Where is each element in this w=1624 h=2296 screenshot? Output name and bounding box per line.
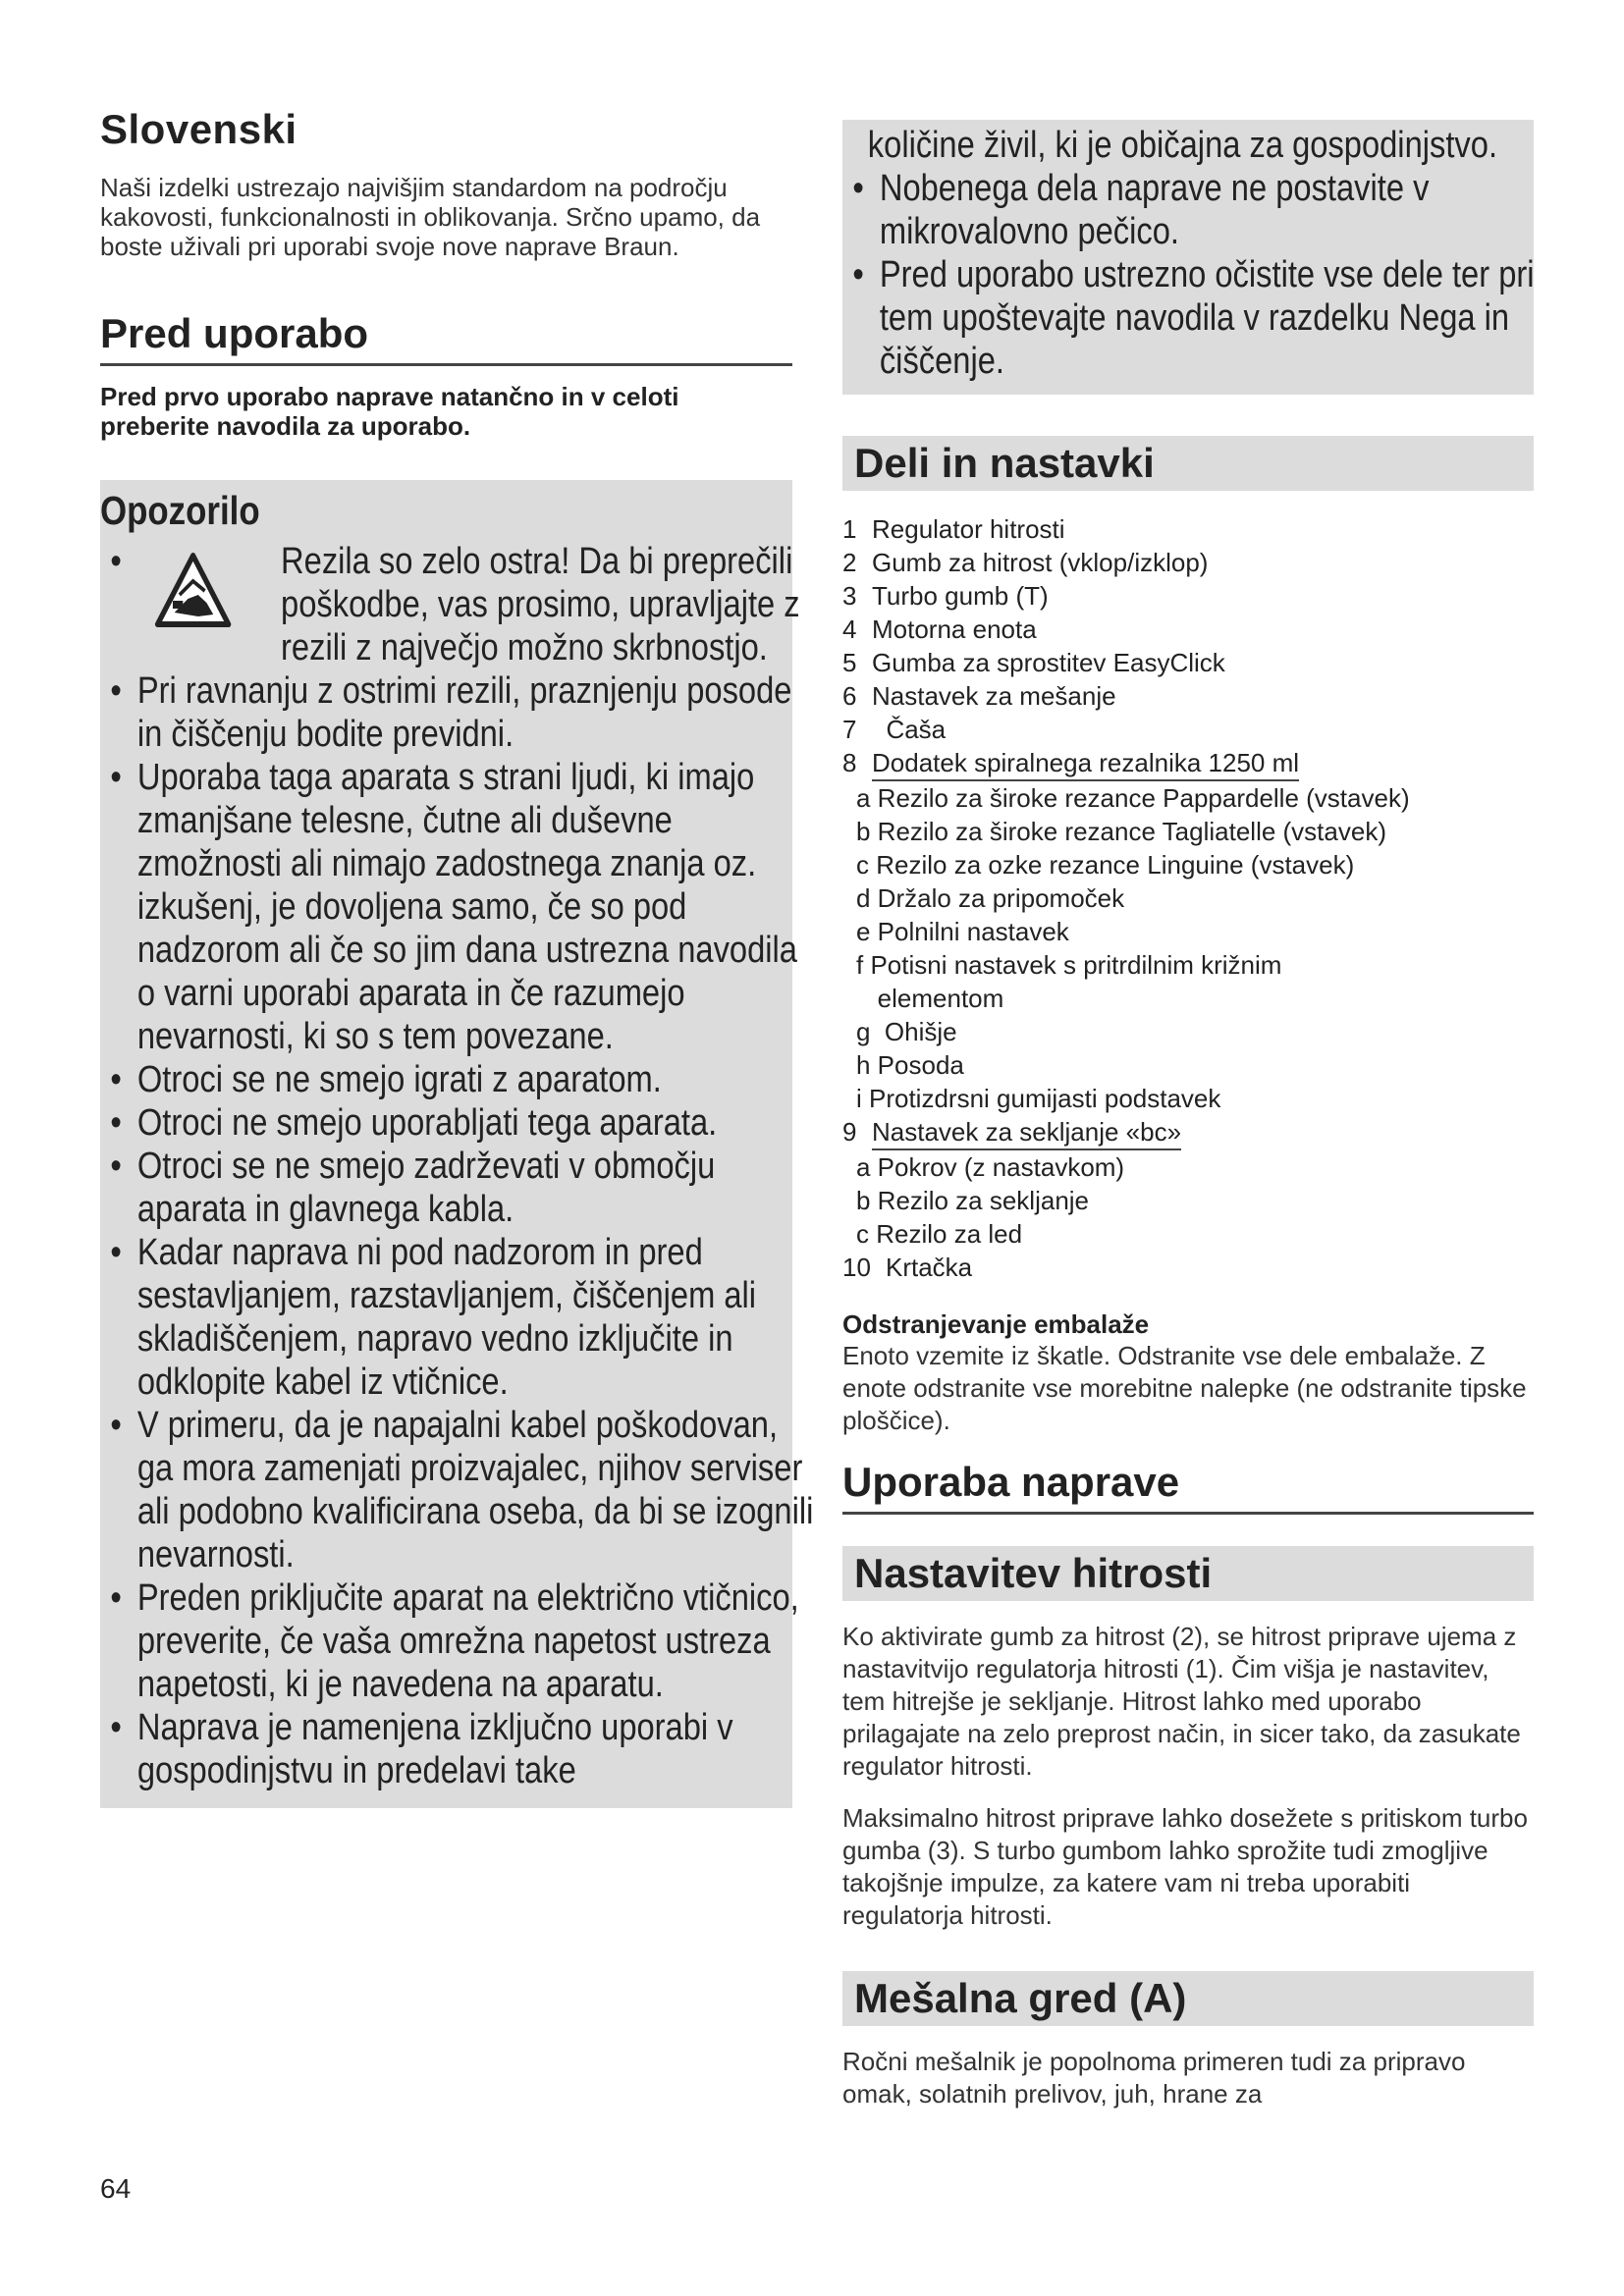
warning-continuation: količine živil, ki je običajna za gospodinjstvo. [867,125,1498,166]
parts-row: 9 Nastavek za sekljanje «bc» [842,1115,1534,1150]
deli-heading: Deli in nastavki [842,436,1534,491]
left-column [100,106,814,1808]
parts-row: 3 Turbo gumb (T) [842,581,1049,611]
pred-uporabo-heading: Pred uporabo [100,310,792,366]
mesalna-paragraph: Ročni mešalnik je popolnoma primeren tudi za pripravo omak, solatnih prelivov, juh, hrane za [842,2047,1466,2109]
parts-row: 8 Dodatek spiralnega rezalnika 1250 ml [842,746,1534,781]
parts-row: 10 Krtačka [842,1253,973,1282]
warning-item: • Naprava je namenjena izključno uporabi v gospodinjstvu in predelavi take [110,1707,733,1791]
warning-item: • Otroci se ne smejo zadrževati v območju aparata in glavnega kabla. [110,1146,716,1230]
warning-list [100,540,814,1792]
warning-item: • Nobenega dela naprave ne postavite v mikrovalovno pečico. [852,168,1430,252]
nastavitev-heading: Nastavitev hitrosti [842,1546,1534,1601]
parts-row: 5 Gumba za sprostitev EasyClick [842,648,1225,677]
parts-row: a Pokrov (z nastavkom) [856,1152,1125,1182]
right-column [842,120,1534,2110]
parts-row: elementom [856,984,1004,1013]
parts-row: b Rezilo za sekljanje [856,1186,1090,1215]
parts-row: h Posoda [856,1050,964,1080]
parts-row: g Ohišje [856,1017,957,1046]
parts-row: f Potisni nastavek s pritrdilnim križnim [856,950,1282,980]
warning-item: • Otroci se ne smejo igrati z aparatom. [110,1059,662,1100]
warning-item: • Pri ravnanju z ostrimi rezili, praznjenju posode in čiščenju bodite previdni. [110,670,792,755]
parts-row: 6 Nastavek za mešanje [842,681,1116,711]
mesalna-heading: Mešalna gred (A) [842,1971,1534,2026]
parts-row: 1 Regulator hitrosti [842,514,1065,544]
parts-row: i Protizdrsni gumijasti podstavek [856,1084,1221,1113]
sharp-blade-warning-icon [137,540,273,638]
language-title: Slovenski [100,106,298,152]
parts-row: c Rezilo za ozke rezance Linguine (vstavek) [856,850,1355,880]
warning-continuation-box [842,120,1534,395]
warning-item: • V primeru, da je napajalni kabel poškodovan, ga mora zamenjati proizvajalec, njihov serviser ali podobno kvalificirana oseba, da bi se izognili nevarnosti. [110,1405,814,1575]
warning-title: Opozorilo [100,488,260,533]
page-number: 64 [100,2173,132,2204]
warning-item: • Uporaba taga aparata s strani ljudi, ki imajo zmanjšane telesne, čutne ali duševne zmožnosti ali nimajo zadostnega znanja oz. izkušenj, je dovoljena samo, če so pod nadzorom ali če so jim dana ustrezna navodila o varni uporabi aparata in če razumejo nevarnosti, ki so s tem povezane. [110,757,797,1057]
parts-row: d Držalo za pripomoček [856,883,1125,913]
parts-row: b Rezilo za široke rezance Tagliatelle (vstavek) [856,817,1386,846]
warning-item: • Pred uporabo ustrezno očistite vse dele ter pri tem upoštevajte navodila v razdelku Nega in čiščenje. [852,254,1535,382]
warning-item: • Otroci ne smejo uporabljati tega aparata. [110,1102,718,1144]
warning-item-blades: • Rezila so zelo ostra! Da bi preprečili poškodbe, vas prosimo, upravljajte z rezili z največjo možno skrbnostjo. [100,540,820,669]
nastavitev-paragraph-2: Maksimalno hitrost priprave lahko dosežete s pritiskom turbo gumba (3). S turbo gumbom lahko sprožite tudi zmogljive takojšnje impulze, za katere vam ni treba uporabiti regulatorja hitrosti. [842,1803,1528,1930]
parts-row: e Polnilni nastavek [856,917,1069,946]
parts-row: 4 Motorna enota [842,614,1037,644]
warning-box [100,480,814,1808]
nastavitev-paragraph-1: Ko aktivirate gumb za hitrost (2), se hitrost priprave ujema z nastavitvijo regulatorja hitrosti (1). Čim višja je nastavitev, tem hitrejše je sekljanje. Hitrost lahko med uporabo prilagajate na zelo preprost način, in sicer tako, da zasukate regulator hitrosti. [842,1622,1521,1781]
warning-first-text: Rezila so zelo ostra! Da bi preprečili poškodbe, vas prosimo, upravljajte z rezili z največjo možno skrbnostjo. [281,541,800,668]
pred-uporabo-text: Pred prvo uporabo naprave natančno in v celoti preberite navodila za uporabo. [100,382,679,441]
parts-row: c Rezilo za led [856,1219,1023,1249]
embalaza-heading: Odstranjevanje embalaže [842,1309,1150,1339]
parts-row: 2 Gumb za hitrost (vklop/izklop) [842,548,1209,577]
intro-paragraph: Naši izdelki ustrezajo najvišjim standardom na področju kakovosti, funkcionalnosti in oblikovanja. Srčno upamo, da boste uživali pri uporabi svoje nove naprave Braun. [100,173,761,261]
warning-item: • Kadar naprava ni pod nadzorom in pred sestavljanjem, razstavljanjem, čiščenjem ali skladiščenjem, napravo vedno izključite in odklopite kabel iz vtičnice. [110,1232,757,1403]
warning-item: • Preden priključite aparat na električno vtičnico, preverite, če vaša omrežna napetost ustreza napetosti, ki je navedena na aparatu. [110,1577,799,1705]
parts-row: 7 Čaša [842,715,947,744]
parts-row: a Rezilo za široke rezance Pappardelle (vstavek) [856,783,1410,813]
uporaba-heading: Uporaba naprave [842,1459,1534,1515]
parts-list [842,512,1534,1284]
embalaza-text: Enoto vzemite iz škatle. Odstranite vse dele embalaže. Z enote odstranite vse morebitne nalepke (ne odstranite tipske ploščice). [842,1341,1527,1435]
